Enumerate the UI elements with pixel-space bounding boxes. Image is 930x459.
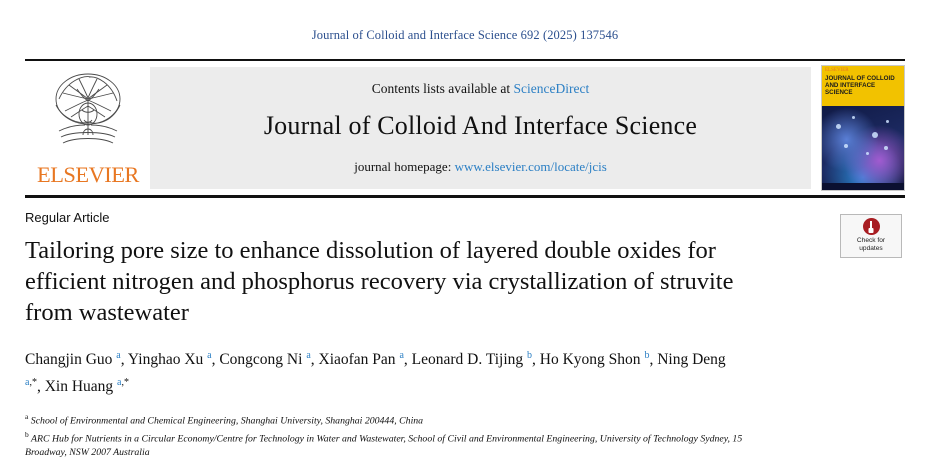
author-name: Congcong Ni [219, 351, 307, 369]
author-affiliation-mark: a [207, 350, 212, 361]
cover-artwork [822, 106, 904, 190]
author-separator: , [403, 351, 412, 369]
author-name: Ho Kyong Shon [539, 351, 645, 369]
journal-title: Journal of Colloid And Interface Science [263, 111, 698, 140]
author-separator: , [532, 351, 540, 369]
running-head: Journal of Colloid and Interface Science 692 (2025) 137546 [311, 28, 619, 42]
author-name: Yinghao Xu [127, 351, 208, 369]
affiliation-mark: a [25, 412, 29, 422]
contents-prefix: Contents lists available at [371, 81, 511, 96]
crossmark-icon [863, 218, 880, 235]
crossmark-text [857, 237, 885, 253]
journal-center-panel [150, 67, 811, 189]
author-name: Xiaofan Pan [318, 351, 400, 369]
corresponding-author-mark: ,* [121, 377, 129, 389]
author-name: Changjin Guo [25, 351, 117, 369]
elsevier-tree-icon [39, 65, 137, 161]
author-affiliation-mark: b [644, 350, 650, 361]
affiliation-text: School of Environmental and Chemical Engineering, Shanghai University, Shanghai 200444, China [28, 415, 424, 427]
crossmark-line1: Check for [856, 237, 886, 244]
author-separator: , [120, 351, 128, 369]
author-affiliation-mark: b [527, 350, 533, 361]
affiliation-list [25, 410, 745, 459]
corresponding-author-mark: ,* [29, 377, 37, 389]
author-affiliation-mark: a [306, 350, 311, 361]
affiliation-item [25, 428, 745, 459]
journal-masthead [25, 59, 905, 198]
affiliation-text: ARC Hub for Nutrients in a Circular Economy/Centre for Technology in Water and Wastewater, School of Civil and Environmental Engineering, University of Technology Sydney, 15 Broadway, NSW 2007 Australia [25, 433, 743, 458]
homepage-prefix: journal homepage: [354, 159, 452, 174]
author-separator: , [649, 351, 658, 369]
author-separator: , [211, 351, 220, 369]
cover-header-band [822, 66, 904, 106]
crossmark-line2: updates [859, 245, 883, 252]
elsevier-logo [25, 61, 150, 195]
author-separator: , [310, 351, 319, 369]
author-list [25, 344, 745, 398]
author-affiliation-mark: a [25, 377, 30, 389]
cover-journal-title: JOURNAL OF COLLOID AND INTERFACE SCIENCE [825, 75, 895, 97]
elsevier-wordmark: ELSEVIER [36, 162, 139, 187]
author-name: Leonard D. Tijing [411, 351, 528, 369]
affiliation-item [25, 410, 745, 428]
article-type-label: Regular Article [25, 210, 110, 225]
homepage-line [354, 159, 607, 175]
author-affiliation-mark: a [116, 350, 121, 361]
author-affiliation-mark: a [117, 377, 122, 389]
author-name: Xin Huang [44, 378, 118, 396]
page-title: Tailoring pore size to enhance dissolution of layered double oxides for efficient nitrogen and phosphorus recovery via crystallization of struvite from wastewater [25, 237, 734, 326]
author-affiliation-mark: a [399, 350, 404, 361]
journal-cover-thumbnail[interactable] [821, 65, 905, 191]
cover-footer-band [822, 183, 904, 190]
affiliation-mark: b [25, 430, 29, 440]
cover-elsevier-wordmark: ELSEVIER [825, 68, 849, 73]
journal-homepage-link[interactable]: www.elsevier.com/locate/jcis [454, 159, 607, 174]
author-separator: , [36, 378, 45, 396]
author-name: Ning Deng [657, 351, 726, 369]
contents-line [372, 81, 589, 97]
crossmark-badge[interactable] [840, 214, 902, 258]
sciencedirect-link[interactable]: ScienceDirect [513, 81, 590, 96]
